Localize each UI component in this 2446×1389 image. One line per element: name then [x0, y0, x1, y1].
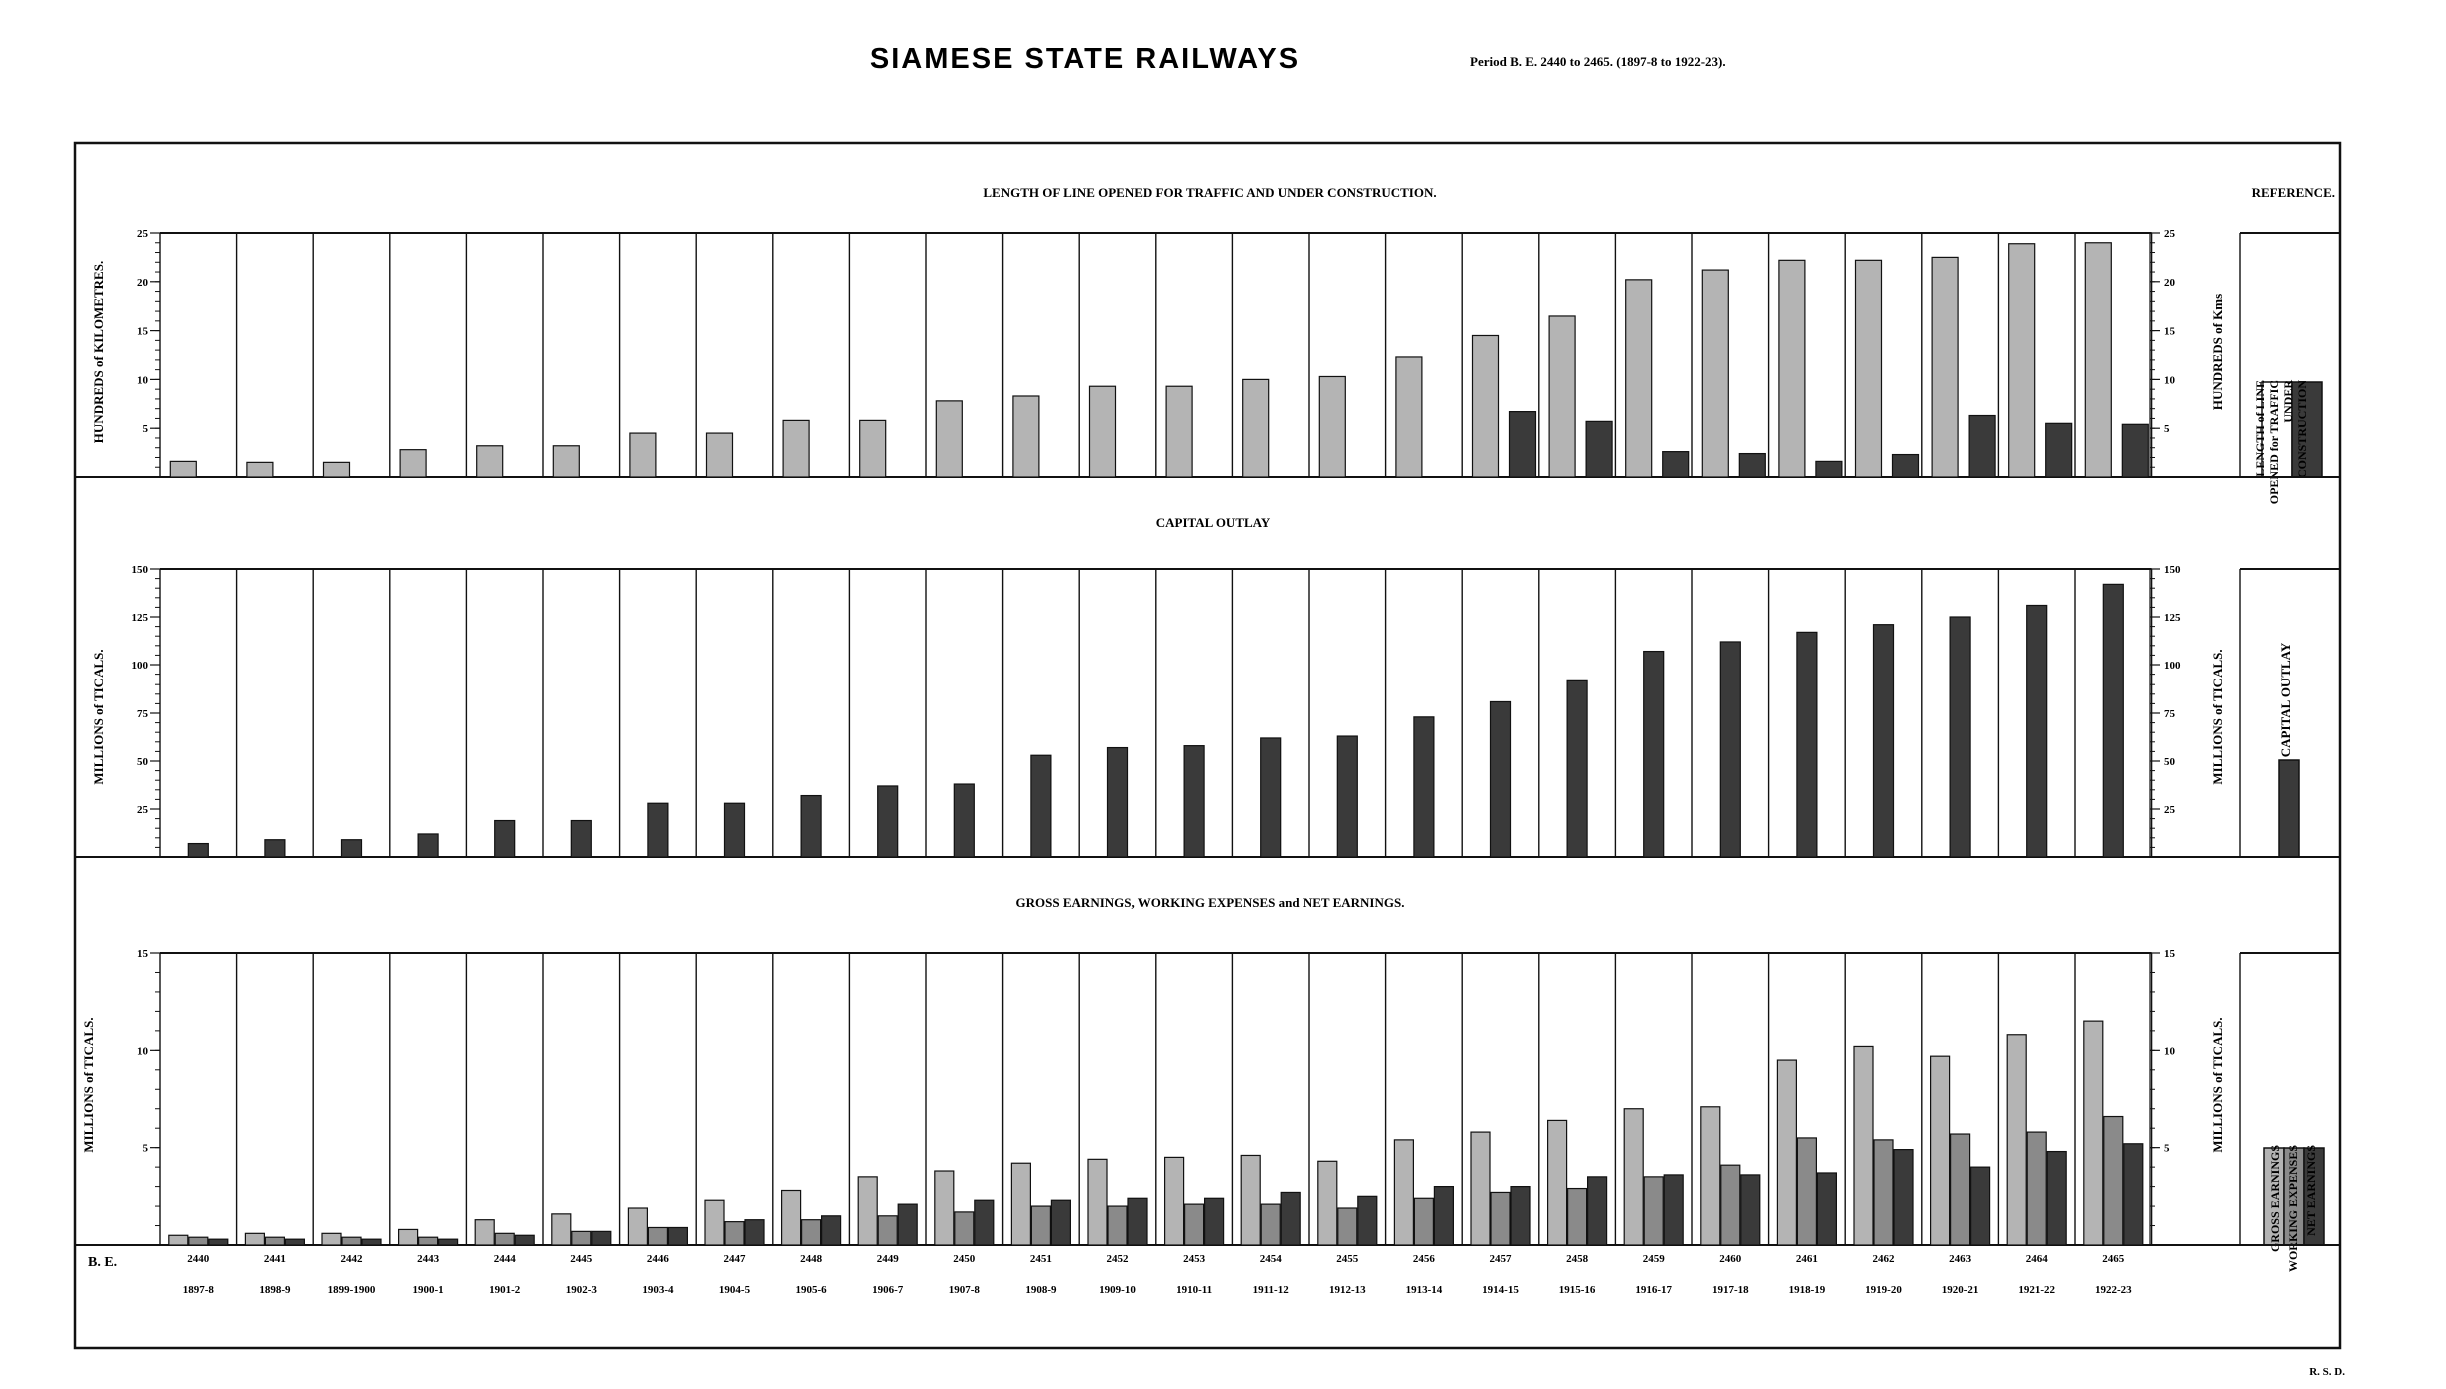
x-tick-label-year: 1905-6 — [795, 1284, 827, 1296]
bar-3-net-earnings — [745, 1220, 764, 1245]
y-tick-label: 25 — [137, 228, 148, 240]
y-tick-label-right: 75 — [2164, 708, 2175, 720]
bar-3-gross-earnings — [1011, 1163, 1030, 1245]
x-tick-label-be: 2463 — [1949, 1253, 1972, 1265]
x-tick-label-year: 1922-23 — [2094, 1284, 2132, 1296]
x-tick-label-year: 1908-9 — [1025, 1284, 1057, 1296]
x-tick-label-be: 2446 — [646, 1253, 669, 1265]
bar-2-capital-outlay — [1720, 642, 1740, 857]
bar-3-gross-earnings — [475, 1220, 494, 1245]
bar-1-length-of-line-opened-for-traffic — [1702, 270, 1728, 477]
y-tick-label-right: 125 — [2164, 612, 2181, 624]
bar-3-working-expenses — [955, 1212, 974, 1245]
legend-text-3: UNDER — [2281, 380, 2295, 423]
x-tick-label-year: 1899-1900 — [327, 1284, 376, 1296]
bar-1-length-of-line-opened-for-traffic — [1932, 257, 1958, 477]
y-tick-label: 5 — [142, 423, 148, 436]
x-tick-label-year: 1913-14 — [1405, 1284, 1443, 1296]
bar-3-net-earnings — [898, 1204, 917, 1245]
bar-3-working-expenses — [1031, 1206, 1050, 1245]
bar-2-capital-outlay — [1950, 617, 1970, 857]
bar-3-net-earnings — [822, 1216, 841, 1245]
y-tick-label-right: 15 — [2164, 325, 2175, 338]
bar-3-net-earnings — [1664, 1175, 1683, 1245]
bar-2-capital-outlay — [342, 840, 362, 857]
legend-expenses-text: WORKING EXPENSES — [2286, 1145, 2300, 1273]
bar-1-under-construction — [1969, 416, 1995, 477]
bar-3-net-earnings — [209, 1239, 228, 1245]
bar-1-under-construction — [2122, 424, 2148, 477]
bar-3-gross-earnings — [2084, 1021, 2103, 1245]
bar-3-working-expenses — [495, 1233, 514, 1245]
bar-3-working-expenses — [1185, 1204, 1204, 1245]
x-tick-label-be: 2459 — [1642, 1253, 1665, 1265]
panel2-ylabel-right: MILLIONS of TICALS. — [2210, 649, 2225, 785]
bar-2-capital-outlay — [495, 821, 515, 857]
bar-2-capital-outlay — [571, 821, 591, 857]
x-tick-label-be: 2448 — [800, 1253, 823, 1265]
bar-1-length-of-line-opened-for-traffic — [400, 450, 426, 477]
bar-1-length-of-line-opened-for-traffic — [247, 462, 273, 477]
bar-1-length-of-line-opened-for-traffic — [1549, 316, 1575, 477]
x-tick-label-be: 2450 — [953, 1253, 976, 1265]
bar-3-gross-earnings — [322, 1233, 341, 1245]
x-tick-label-be: 2464 — [2025, 1253, 2048, 1265]
x-tick-label-year: 1912-13 — [1328, 1284, 1366, 1296]
y-tick-label: 15 — [137, 325, 148, 338]
bar-3-working-expenses — [2104, 1117, 2123, 1245]
bar-1-length-of-line-opened-for-traffic — [1626, 280, 1652, 477]
x-tick-label-year: 1917-18 — [1711, 1284, 1749, 1296]
panel3-ylabel-right: MILLIONS of TICALS. — [2210, 1017, 2225, 1153]
x-tick-label-be: 2455 — [1336, 1253, 1359, 1265]
bar-2-capital-outlay — [801, 796, 821, 857]
y-tick-label-right: 50 — [2164, 756, 2175, 768]
y-tick-label-right: 25 — [2164, 804, 2175, 816]
x-tick-label-be: 2457 — [1489, 1253, 1512, 1265]
legend-text-2: OPENED for TRAFFIC — [2267, 380, 2281, 505]
bar-3-gross-earnings — [2007, 1035, 2026, 1245]
x-tick-label-be: 2454 — [1259, 1253, 1282, 1265]
bar-2-capital-outlay — [1261, 738, 1281, 857]
bar-3-working-expenses — [1261, 1204, 1280, 1245]
x-tick-label-year: 1915-16 — [1558, 1284, 1596, 1296]
bar-3-net-earnings — [2047, 1152, 2066, 1245]
y-tick-label-right: 10 — [2164, 1045, 2175, 1058]
panel3-title: GROSS EARNINGS, WORKING EXPENSES and NET EARNINGS. — [1015, 895, 1405, 910]
bar-3-gross-earnings — [705, 1200, 724, 1245]
y-tick-label-right: 20 — [2164, 276, 2175, 289]
bar-3-working-expenses — [1721, 1165, 1740, 1245]
bar-2-capital-outlay — [418, 834, 438, 857]
bar-3-net-earnings — [1205, 1198, 1224, 1245]
bar-2-capital-outlay — [954, 784, 974, 857]
bar-3-net-earnings — [1281, 1192, 1300, 1245]
panel1-ylabel-right: HUNDREDS of Kms — [2210, 293, 2225, 411]
y-tick-label-right: 5 — [2164, 1142, 2170, 1155]
bar-1-length-of-line-opened-for-traffic — [707, 433, 733, 477]
bar-3-working-expenses — [342, 1237, 361, 1245]
bar-1-length-of-line-opened-for-traffic — [630, 433, 656, 477]
x-tick-label-be: 2449 — [876, 1253, 899, 1265]
panel2-title: CAPITAL OUTLAY — [1155, 515, 1271, 530]
x-tick-label-year: 1904-5 — [718, 1284, 751, 1296]
y-tick-label-right: 5 — [2164, 423, 2170, 436]
legend-capital-swatch — [2279, 760, 2299, 857]
x-tick-label-year: 1903-4 — [642, 1284, 674, 1296]
outer-frame — [75, 143, 2340, 1348]
bar-1-length-of-line-opened-for-traffic — [1319, 376, 1345, 477]
bar-3-gross-earnings — [1624, 1109, 1643, 1245]
bar-3-net-earnings — [1434, 1187, 1453, 1245]
bar-2-capital-outlay — [1644, 652, 1664, 857]
bar-3-net-earnings — [975, 1200, 994, 1245]
bar-1-length-of-line-opened-for-traffic — [553, 446, 579, 477]
bar-3-gross-earnings — [245, 1233, 264, 1245]
bar-1-length-of-line-opened-for-traffic — [1779, 260, 1805, 477]
x-tick-label-be: 2461 — [1795, 1253, 1818, 1265]
x-tick-label-be: 2465 — [2102, 1253, 2125, 1265]
panel1-title: LENGTH OF LINE OPENED FOR TRAFFIC AND UNDER CONSTRUCTION. — [983, 185, 1437, 200]
bar-3-working-expenses — [1568, 1189, 1587, 1245]
bar-1-length-of-line-opened-for-traffic — [1396, 357, 1422, 477]
bar-3-working-expenses — [265, 1237, 284, 1245]
bar-1-length-of-line-opened-for-traffic — [783, 420, 809, 477]
bar-1-length-of-line-opened-for-traffic — [1090, 386, 1116, 477]
y-tick-label: 150 — [131, 564, 148, 576]
bar-2-capital-outlay — [725, 803, 745, 857]
bar-3-gross-earnings — [935, 1171, 954, 1245]
y-tick-label-right: 10 — [2164, 374, 2175, 387]
bar-3-gross-earnings — [782, 1190, 801, 1245]
y-tick-label: 100 — [131, 660, 148, 672]
bar-3-working-expenses — [189, 1237, 208, 1245]
y-tick-label: 20 — [137, 276, 148, 289]
bar-2-capital-outlay — [1414, 717, 1434, 857]
bar-3-working-expenses — [419, 1237, 438, 1245]
bar-2-capital-outlay — [2027, 605, 2047, 857]
bar-3-working-expenses — [1108, 1206, 1127, 1245]
bar-1-under-construction — [1663, 452, 1689, 477]
x-tick-label-be: 2443 — [417, 1253, 440, 1265]
bar-3-gross-earnings — [1854, 1046, 1873, 1245]
y-tick-label: 50 — [137, 756, 148, 768]
bar-3-gross-earnings — [169, 1235, 188, 1245]
bar-1-length-of-line-opened-for-traffic — [170, 461, 196, 477]
bar-3-working-expenses — [1951, 1134, 1970, 1245]
bar-3-gross-earnings — [1088, 1159, 1107, 1245]
bar-2-capital-outlay — [1031, 755, 1051, 857]
legend-text-4: CONSTRUCTION — [2295, 380, 2309, 479]
bar-1-under-construction — [2046, 423, 2072, 477]
x-tick-label-be: 2452 — [1106, 1253, 1129, 1265]
legend-capital-text: CAPITAL OUTLAY — [2278, 642, 2293, 758]
bar-2-capital-outlay — [648, 803, 668, 857]
x-tick-label-be: 2441 — [263, 1253, 286, 1265]
bar-3-gross-earnings — [1241, 1155, 1260, 1245]
bar-3-net-earnings — [668, 1227, 687, 1245]
x-tick-label-be: 2442 — [340, 1253, 363, 1265]
x-tick-label-year: 1916-17 — [1635, 1284, 1673, 1296]
bar-3-gross-earnings — [1931, 1056, 1950, 1245]
x-tick-label-be: 2451 — [1029, 1253, 1052, 1265]
bar-2-capital-outlay — [2103, 584, 2123, 857]
bar-1-under-construction — [1816, 461, 1842, 477]
x-tick-label-year: 1921-22 — [2018, 1284, 2056, 1296]
bar-2-capital-outlay — [1184, 746, 1204, 857]
x-tick-label-year: 1897-8 — [182, 1284, 214, 1296]
x-tick-label-year: 1910-11 — [1176, 1284, 1213, 1296]
page-subtitle: Period B. E. 2440 to 2465. (1897-8 to 1922-23). — [1470, 54, 1726, 69]
x-tick-label-be: 2445 — [570, 1253, 593, 1265]
x-tick-label-year: 1914-15 — [1482, 1284, 1519, 1296]
bar-1-under-construction — [1893, 455, 1919, 477]
bar-3-gross-earnings — [858, 1177, 877, 1245]
bar-3-net-earnings — [1128, 1198, 1147, 1245]
chart-marks — [75, 228, 2340, 1348]
y-tick-label-right: 150 — [2164, 564, 2181, 576]
panel1-ylabel: HUNDREDS of KILOMETRES. — [91, 260, 106, 444]
bar-3-working-expenses — [1491, 1192, 1510, 1245]
bar-1-length-of-line-opened-for-traffic — [324, 462, 350, 477]
bar-1-length-of-line-opened-for-traffic — [1856, 260, 1882, 477]
bar-3-net-earnings — [1741, 1175, 1760, 1245]
bar-3-working-expenses — [1338, 1208, 1357, 1245]
legend-net-text: NET EARNINGS — [2304, 1145, 2318, 1236]
bar-3-working-expenses — [1797, 1138, 1816, 1245]
bar-1-under-construction — [1586, 421, 1612, 477]
y-tick-label: 15 — [137, 948, 148, 960]
x-tick-label-year: 1898-9 — [259, 1284, 291, 1296]
x-tick-label-year: 1909-10 — [1099, 1284, 1136, 1296]
x-tick-label-year: 1907-8 — [948, 1284, 980, 1296]
bar-1-length-of-line-opened-for-traffic — [1166, 386, 1192, 477]
bar-3-gross-earnings — [1701, 1107, 1720, 1245]
legend-gross-text: GROSS EARNINGS — [2268, 1145, 2282, 1253]
bar-3-working-expenses — [1414, 1198, 1433, 1245]
x-tick-label-year: 1911-12 — [1252, 1284, 1289, 1296]
bar-3-gross-earnings — [628, 1208, 647, 1245]
reference-label: REFERENCE. — [2251, 185, 2335, 200]
y-tick-label: 75 — [137, 708, 148, 720]
x-tick-label-be: 2453 — [1183, 1253, 1206, 1265]
bar-3-net-earnings — [2124, 1144, 2143, 1245]
be-label: B. E. — [88, 1255, 118, 1270]
bar-3-working-expenses — [878, 1216, 897, 1245]
x-tick-label-be: 2460 — [1719, 1253, 1742, 1265]
x-tick-label-year: 1901-2 — [489, 1284, 521, 1296]
bar-3-gross-earnings — [1777, 1060, 1796, 1245]
bar-2-capital-outlay — [1797, 632, 1817, 857]
x-tick-label-year: 1902-3 — [565, 1284, 597, 1296]
bar-2-capital-outlay — [1567, 680, 1587, 857]
bar-3-working-expenses — [725, 1222, 744, 1245]
x-tick-label-be: 2440 — [187, 1253, 210, 1265]
x-tick-label-be: 2447 — [723, 1253, 746, 1265]
bar-3-gross-earnings — [552, 1214, 571, 1245]
x-tick-label-year: 1900-1 — [412, 1284, 444, 1296]
x-tick-label-be: 2458 — [1566, 1253, 1589, 1265]
bar-3-net-earnings — [592, 1231, 611, 1245]
bar-1-length-of-line-opened-for-traffic — [1243, 379, 1269, 477]
bar-3-net-earnings — [285, 1239, 304, 1245]
bar-1-length-of-line-opened-for-traffic — [1013, 396, 1039, 477]
bar-3-net-earnings — [439, 1239, 458, 1245]
y-tick-label: 10 — [137, 1045, 148, 1058]
bar-3-working-expenses — [802, 1220, 821, 1245]
bar-3-gross-earnings — [1471, 1132, 1490, 1245]
bar-1-length-of-line-opened-for-traffic — [2009, 244, 2035, 477]
y-tick-label: 25 — [137, 804, 148, 816]
bar-1-under-construction — [1510, 412, 1536, 477]
bar-3-net-earnings — [1894, 1150, 1913, 1245]
bar-3-net-earnings — [515, 1235, 534, 1245]
bar-3-working-expenses — [648, 1227, 667, 1245]
bar-2-capital-outlay — [878, 786, 898, 857]
bar-1-length-of-line-opened-for-traffic — [1473, 335, 1499, 477]
y-tick-label-right: 25 — [2164, 228, 2175, 240]
bar-1-length-of-line-opened-for-traffic — [936, 401, 962, 477]
bar-3-net-earnings — [1971, 1167, 1990, 1245]
x-tick-label-year: 1918-19 — [1788, 1284, 1826, 1296]
bar-1-length-of-line-opened-for-traffic — [477, 446, 503, 477]
x-tick-label-year: 1920-21 — [1941, 1284, 1979, 1296]
panel2-ylabel: MILLIONS of TICALS. — [91, 649, 106, 785]
x-tick-label-year: 1919-20 — [1865, 1284, 1902, 1296]
bar-3-working-expenses — [2027, 1132, 2046, 1245]
x-tick-label-be: 2456 — [1412, 1253, 1435, 1265]
page-title: SIAMESE STATE RAILWAYS — [869, 43, 1301, 75]
bar-2-capital-outlay — [1491, 701, 1511, 857]
bar-3-net-earnings — [1051, 1200, 1070, 1245]
y-tick-label-right: 15 — [2164, 948, 2175, 960]
panel3-ylabel: MILLIONS of TICALS. — [81, 1017, 96, 1153]
bar-3-net-earnings — [1358, 1196, 1377, 1245]
x-tick-label-be: 2444 — [493, 1253, 516, 1265]
bar-2-capital-outlay — [1108, 748, 1128, 857]
bar-2-capital-outlay — [265, 840, 285, 857]
bar-3-gross-earnings — [1318, 1161, 1337, 1245]
bar-3-gross-earnings — [399, 1229, 418, 1245]
x-tick-label-year: 1906-7 — [872, 1284, 904, 1296]
bar-2-capital-outlay — [188, 844, 208, 857]
bar-1-length-of-line-opened-for-traffic — [2085, 243, 2111, 477]
bar-3-working-expenses — [1644, 1177, 1663, 1245]
bar-1-under-construction — [1739, 454, 1765, 477]
y-tick-label: 125 — [131, 612, 148, 624]
y-tick-label-right: 100 — [2164, 660, 2181, 672]
bar-3-working-expenses — [1874, 1140, 1893, 1245]
bar-2-capital-outlay — [1337, 736, 1357, 857]
legend-text-1: LENGTH of LINE — [2253, 380, 2267, 477]
bar-3-gross-earnings — [1394, 1140, 1413, 1245]
bar-3-net-earnings — [362, 1239, 381, 1245]
bar-3-net-earnings — [1588, 1177, 1607, 1245]
bar-3-gross-earnings — [1548, 1120, 1567, 1245]
x-tick-label-be: 2462 — [1872, 1253, 1895, 1265]
bar-1-length-of-line-opened-for-traffic — [860, 420, 886, 477]
bar-2-capital-outlay — [1874, 625, 1894, 857]
y-tick-label: 10 — [137, 374, 148, 387]
bar-3-net-earnings — [1817, 1173, 1836, 1245]
bar-3-working-expenses — [572, 1231, 591, 1245]
bar-3-net-earnings — [1511, 1187, 1530, 1245]
bar-3-gross-earnings — [1165, 1157, 1184, 1245]
footer-mark: R. S. D. — [2309, 1366, 2345, 1378]
y-tick-label: 5 — [142, 1142, 148, 1155]
